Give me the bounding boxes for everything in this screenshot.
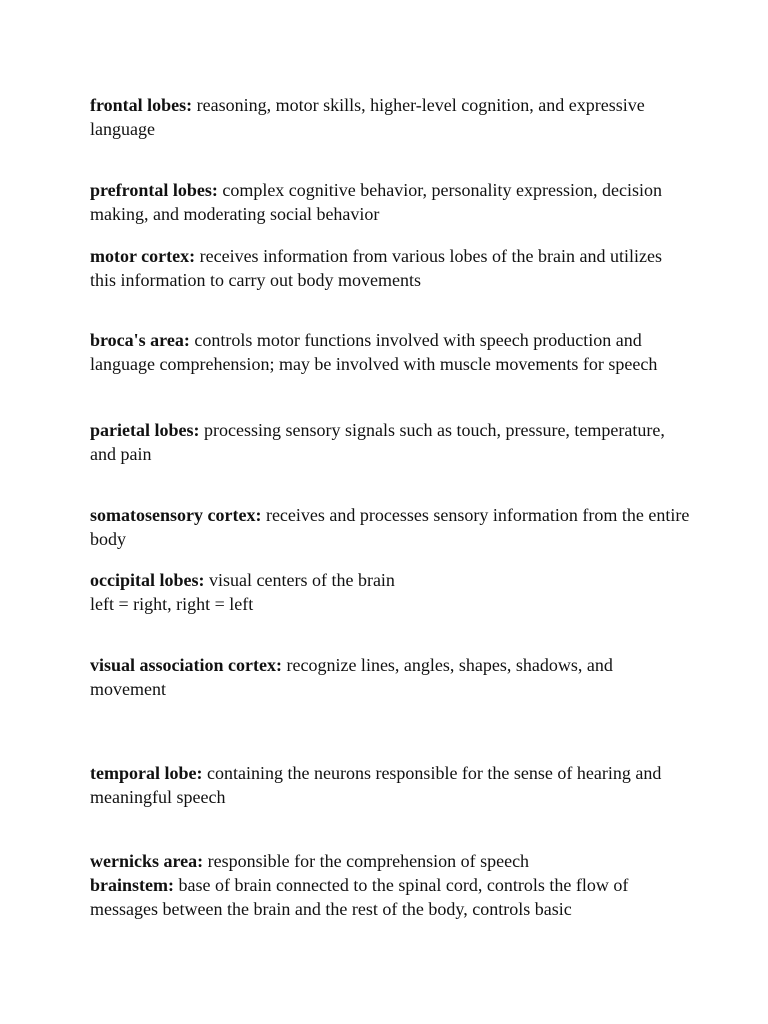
entry-visual-association-cortex [90,653,690,701]
definition: base of brain connected to the spinal cord, controls the flow of messages between the brain and the rest of the body, controls basic [90,875,629,919]
definition: complex cognitive behavior, personality expression, decision making, and moderating social behavior [90,180,662,224]
entry-brainstem [90,873,690,921]
entry-temporal-lobe [90,761,690,809]
term: wernicks area: [90,851,204,871]
term: frontal lobes: [90,95,193,115]
entry-parietal-lobes [90,418,690,466]
definition: processing sensory signals such as touch, pressure, temperature, and pain [90,420,665,464]
entry-motor-cortex [90,244,690,292]
entry-somatosensory-cortex [90,503,690,551]
definition: controls motor functions involved with speech production and language comprehension; may be involved with muscle movements for speech [90,330,658,374]
term: motor cortex: [90,246,196,266]
entry-occipital-lobes [90,568,690,616]
term: brainstem: [90,875,174,895]
entry-prefrontal-lobes [90,178,690,226]
definition: visual centers of the brain [204,570,395,590]
definition: containing the neurons responsible for the sense of hearing and meaningful speech [90,763,662,807]
definition: receives information from various lobes of the brain and utilizes this information to carry out body movements [90,246,662,290]
entry-frontal-lobes [90,93,690,141]
note: left = right, right = left [90,594,254,614]
term: somatosensory cortex: [90,505,262,525]
term: broca's area: [90,330,190,350]
term: occipital lobes: [90,570,205,590]
definition: reasoning, motor skills, higher-level cognition, and expressive language [90,95,645,139]
definition: recognize lines, angles, shapes, shadows, and movement [90,655,613,699]
term: prefrontal lobes: [90,180,218,200]
term: visual association cortex: [90,655,282,675]
definition: responsible for the comprehension of speech [203,851,530,871]
term: temporal lobe: [90,763,203,783]
term: parietal lobes: [90,420,200,440]
entry-brocas-area [90,328,690,376]
definition: receives and processes sensory information from the entire body [90,505,690,549]
entry-wernicks-area [90,849,690,873]
